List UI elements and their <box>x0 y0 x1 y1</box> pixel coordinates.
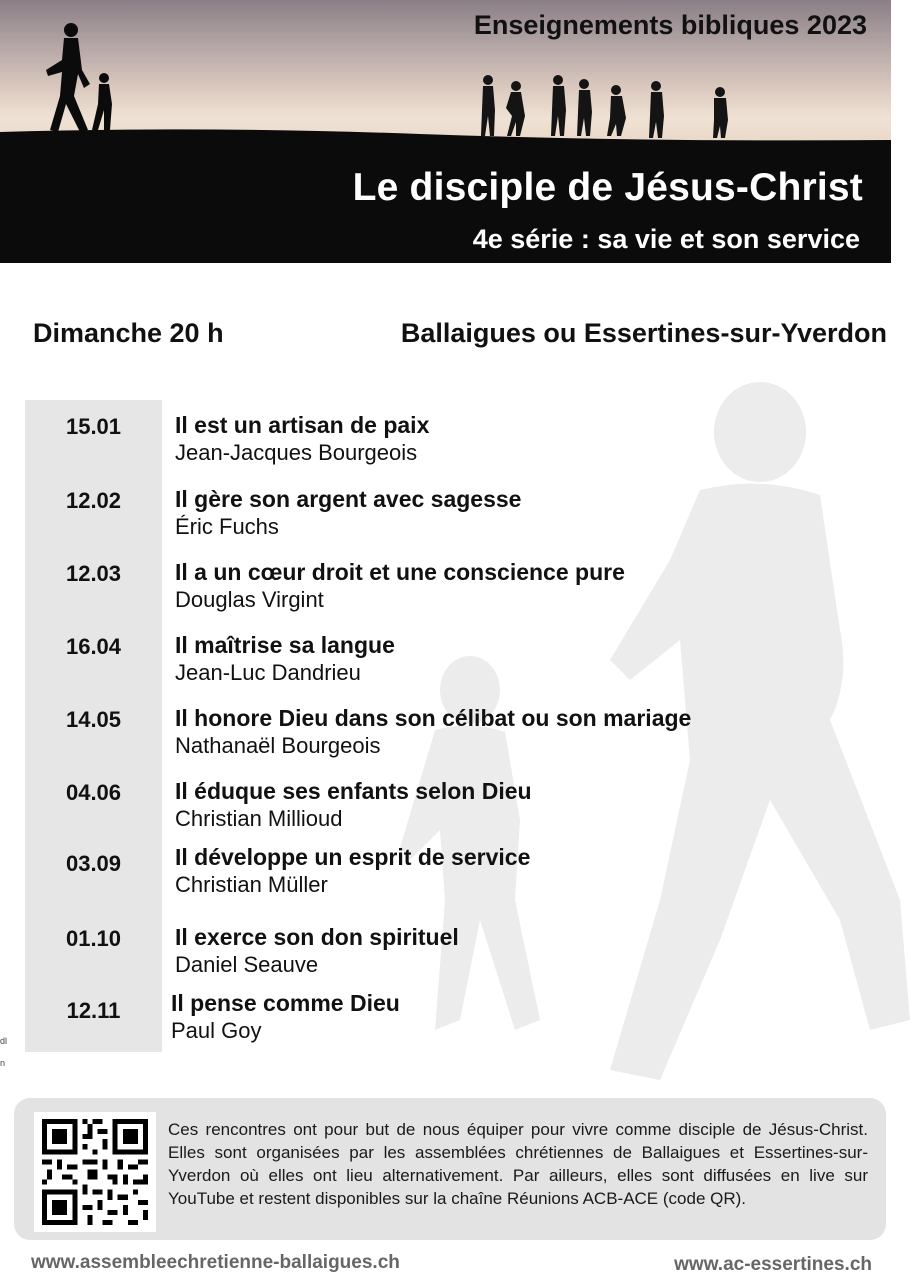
qr-code-icon[interactable] <box>34 1112 156 1232</box>
session-title: Il gère son argent avec sagesse <box>175 486 522 512</box>
edge-mark: dl <box>0 1036 8 1046</box>
session-date: 12.02 <box>65 488 122 513</box>
session-date: 14.05 <box>65 707 122 732</box>
session-title: Il est un artisan de paix <box>175 412 430 438</box>
session-title: Il a un cœur droit et une conscience pure <box>175 559 625 585</box>
session-title: Il éduque ses enfants selon Dieu <box>175 778 532 804</box>
session-date: 12.11 <box>66 998 121 1023</box>
session-date: 04.06 <box>65 780 122 805</box>
series-year-label: Enseignements bibliques 2023 <box>473 10 867 40</box>
session-speaker: Daniel Seauve <box>175 952 319 977</box>
session-date: 16.04 <box>65 634 122 659</box>
header-banner <box>0 0 891 263</box>
edge-mark: n <box>0 1058 6 1068</box>
session-date: 12.03 <box>65 561 122 586</box>
session-date: 15.01 <box>65 414 122 439</box>
session-speaker: Nathanaël Bourgeois <box>175 733 381 758</box>
meeting-time: Dimanche 20 h <box>33 318 224 348</box>
page-subtitle: 4e série : sa vie et son service <box>472 224 860 254</box>
session-speaker: Christian Müller <box>175 872 328 897</box>
session-speaker: Jean-Jacques Bourgeois <box>175 440 418 465</box>
session-speaker: Éric Fuchs <box>175 514 279 539</box>
session-date: 01.10 <box>65 926 122 951</box>
page-title: Le disciple de Jésus-Christ <box>352 166 863 209</box>
session-speaker: Paul Goy <box>171 1018 262 1043</box>
info-box <box>14 1098 886 1240</box>
meeting-location: Ballaigues ou Essertines-sur-Yverdon <box>400 318 887 348</box>
session-title: Il développe un esprit de service <box>175 844 531 870</box>
session-date: 03.09 <box>65 851 122 876</box>
session-title: Il honore Dieu dans son célibat ou son mariage <box>175 705 692 731</box>
session-speaker: Christian Millioud <box>175 806 343 831</box>
website-link-ballaigues[interactable]: www.assembleechretienne-ballaigues.ch <box>31 1252 400 1273</box>
session-title: Il maîtrise sa langue <box>175 632 395 658</box>
session-speaker: Douglas Virgint <box>175 587 324 612</box>
session-speaker: Jean-Luc Dandrieu <box>175 660 361 685</box>
website-link-essertines[interactable]: www.ac-essertines.ch <box>674 1254 872 1275</box>
session-title: Il exerce son don spirituel <box>175 924 459 950</box>
info-description: Ces rencontres ont pour but de nous équiper pour vivre comme disciple de Jésus-Christ. Elles sont organisées par les assemblées chrétiennes de Ballaigues et Essertines-sur-Yverdon où elles ont lieu alternativement. Par ailleurs, elles sont diffusées en live sur YouTube et restent disponibles sur la chaîne Réunions ACB-ACE (code QR). <box>168 1120 868 1208</box>
session-title: Il pense comme Dieu <box>171 990 400 1016</box>
